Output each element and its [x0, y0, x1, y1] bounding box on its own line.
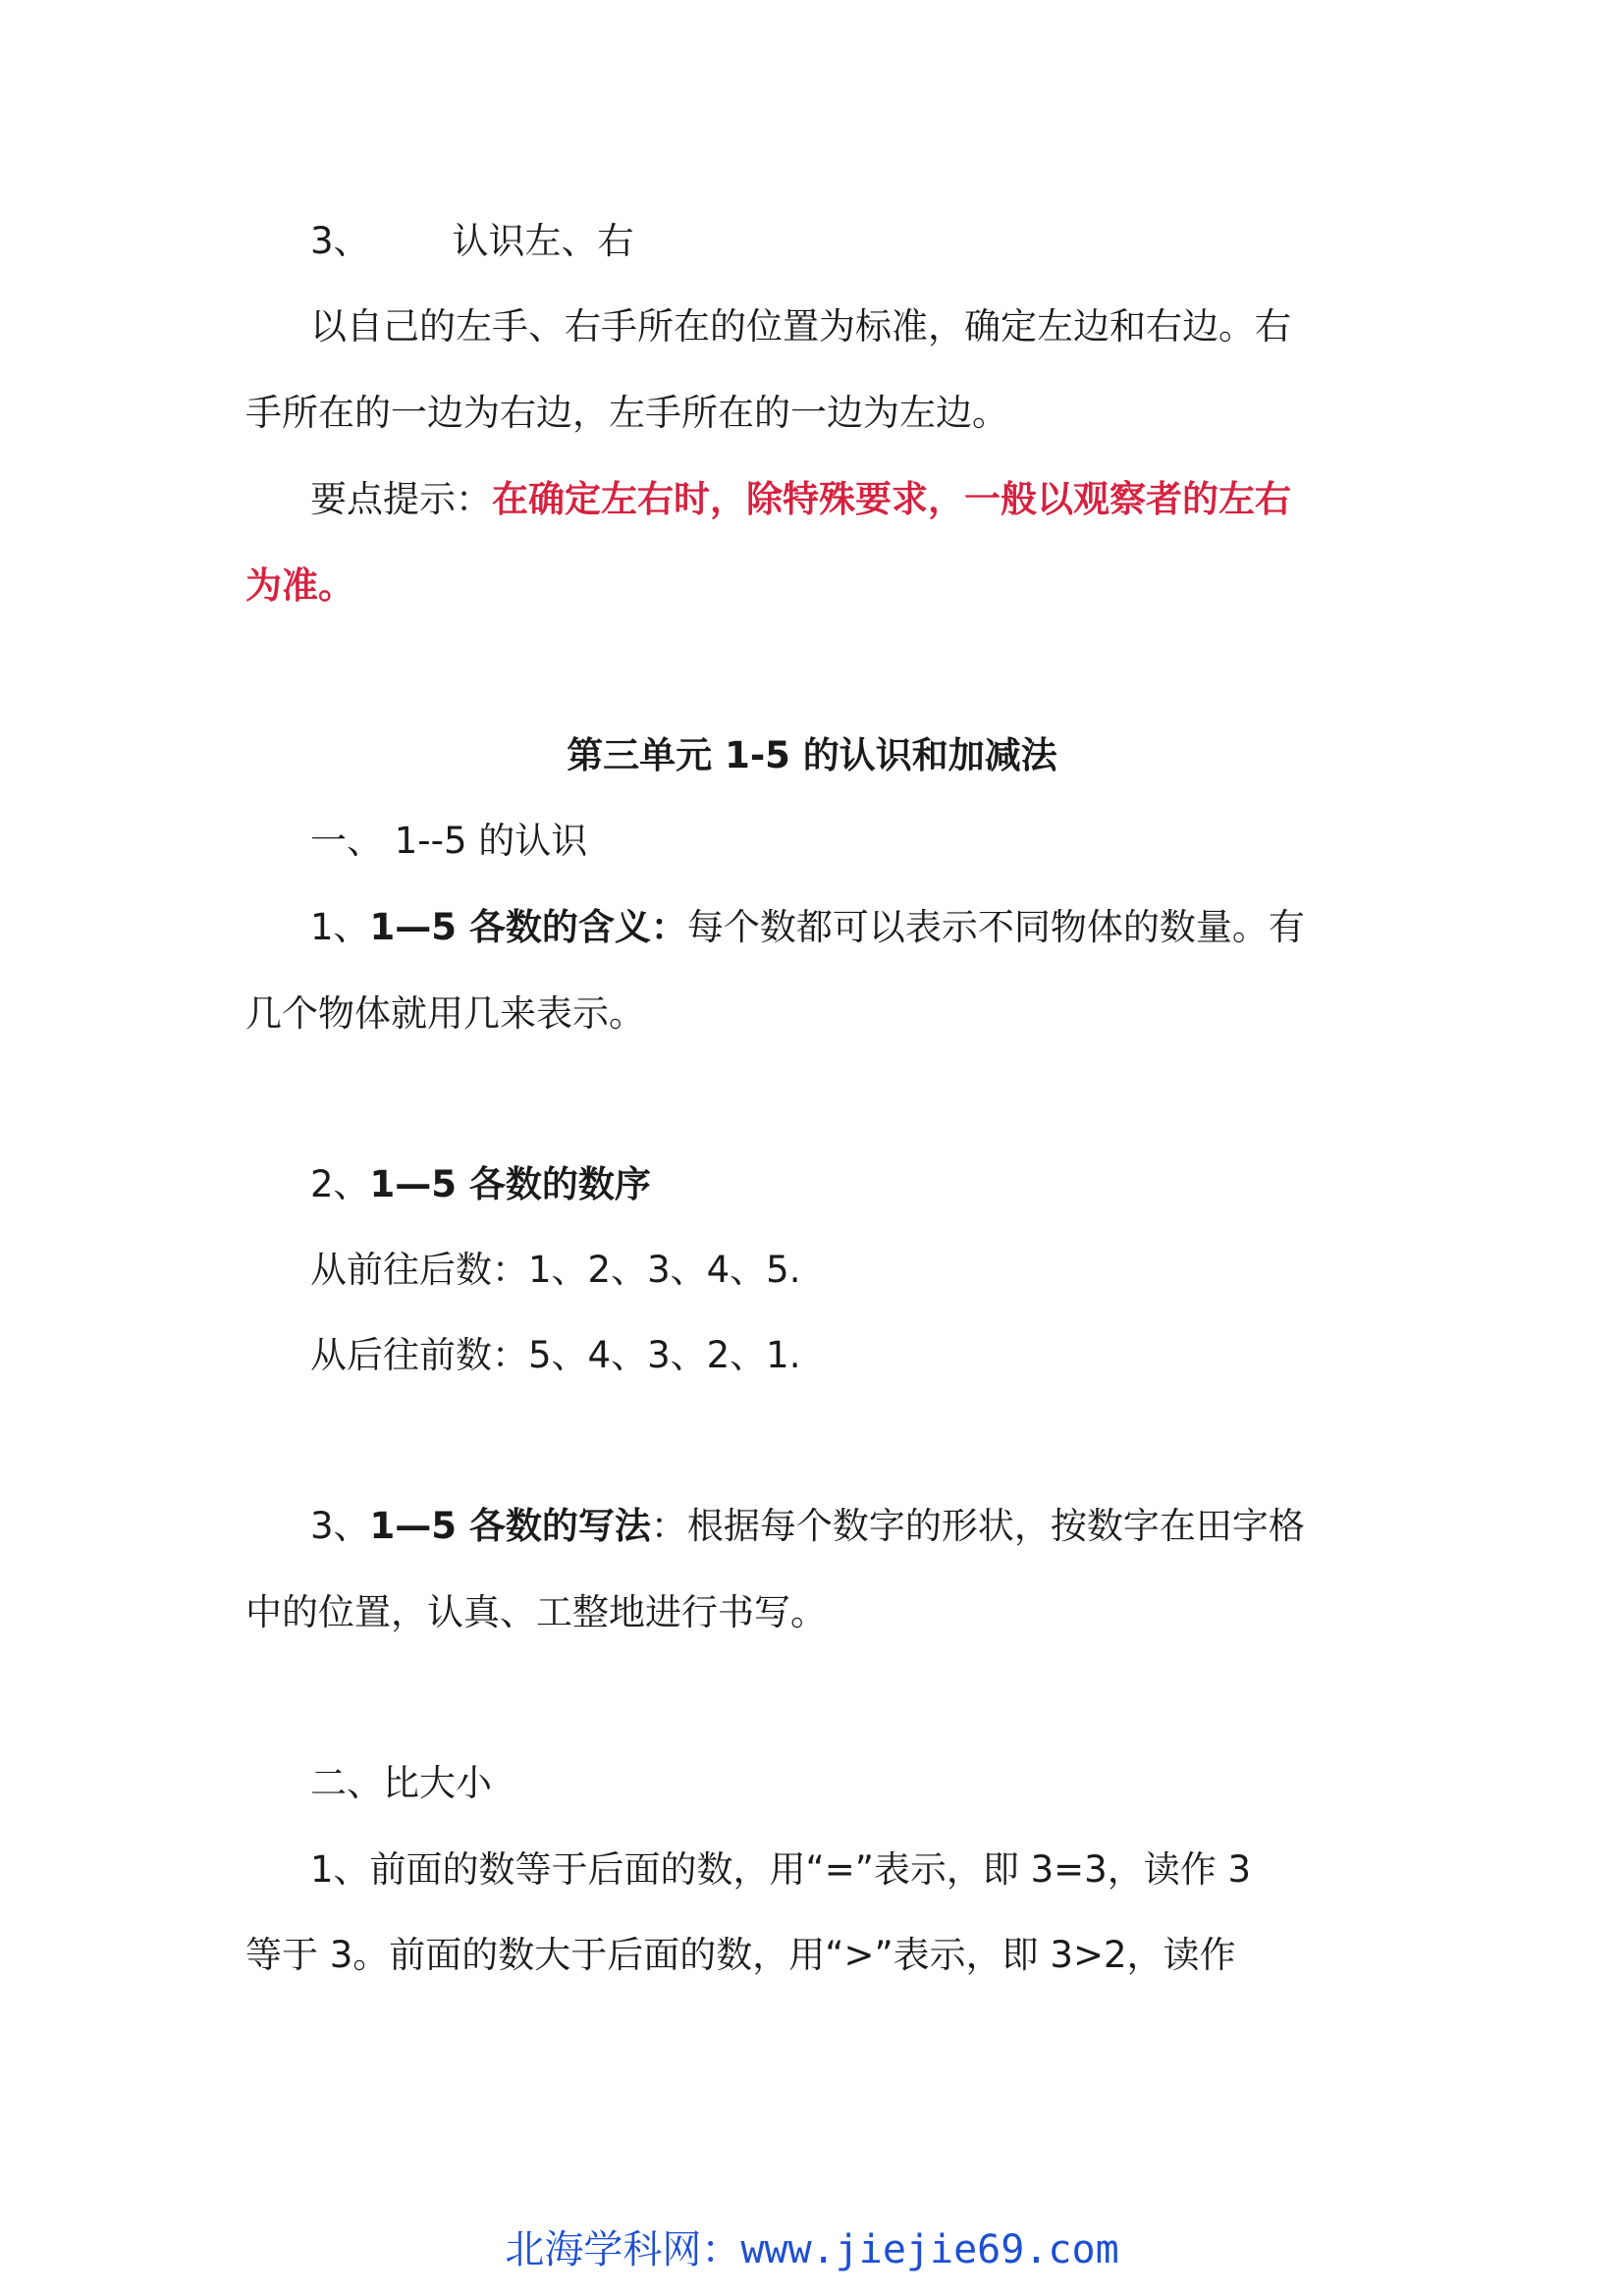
- item-number: 1、: [310, 906, 370, 948]
- item-bold-label: 1—5 各数的写法: [369, 1505, 651, 1547]
- paragraph-line: 手所在的一边为右边，左手所在的一边为左边。: [245, 392, 1008, 434]
- order-backward: 从后往前数：5、4、3、2、1.: [310, 1334, 801, 1376]
- tip-line: [310, 476, 1384, 523]
- footer-watermark: [0, 2224, 1624, 2275]
- paragraph-line: 以自己的左手、右手所在的位置为标准，确定左边和右边。右: [310, 305, 1291, 347]
- item-order: [310, 1161, 1384, 1208]
- order-forward: 从前往后数：1、2、3、4、5.: [310, 1249, 801, 1291]
- unit-title: 第三单元 1-5 的认识和加减法: [567, 734, 1057, 776]
- paragraph-line: 中的位置，认真、工整地进行书写。: [245, 1591, 827, 1633]
- tip-emphasis: 为准。: [245, 564, 354, 607]
- tip-emphasis: 在确定左右时，除特殊要求，一般以观察者的左右: [492, 478, 1291, 520]
- item-bold-label: 1—5 各数的数序: [369, 1163, 651, 1205]
- item-number: 2、: [310, 1163, 370, 1205]
- part-heading: 一、 1--5 的认识: [310, 820, 588, 862]
- section-heading-left-right: [310, 218, 1384, 265]
- paragraph-line: 1、前面的数等于后面的数，用“=”表示，即 3=3，读作 3: [310, 1848, 1252, 1891]
- item-writing: [310, 1503, 1384, 1550]
- paragraph-line: 等于 3。前面的数大于后面的数，用“>”表示，即 3>2，读作: [245, 1934, 1236, 1976]
- item-text: ：根据每个数字的形状，按数字在田字格: [650, 1505, 1305, 1547]
- tip-line-continued: [245, 562, 1384, 610]
- item-bold-label: 1—5 各数的含义：: [369, 906, 687, 948]
- footer-site-link[interactable]: www.jiejie69.com: [740, 2227, 1119, 2272]
- footer-label: 北海学科网：: [505, 2227, 741, 2272]
- part-heading: 二、比大小: [310, 1762, 492, 1804]
- item-text: 每个数都可以表示不同物体的数量。有: [686, 906, 1305, 948]
- item-number: 3、: [310, 1505, 370, 1547]
- item-meaning: [310, 904, 1384, 951]
- heading-text: 认识左、右: [452, 220, 634, 262]
- heading-number: 3、: [310, 220, 370, 262]
- tip-label: 要点提示：: [310, 478, 492, 520]
- paragraph-line: 几个物体就用几来表示。: [245, 992, 645, 1035]
